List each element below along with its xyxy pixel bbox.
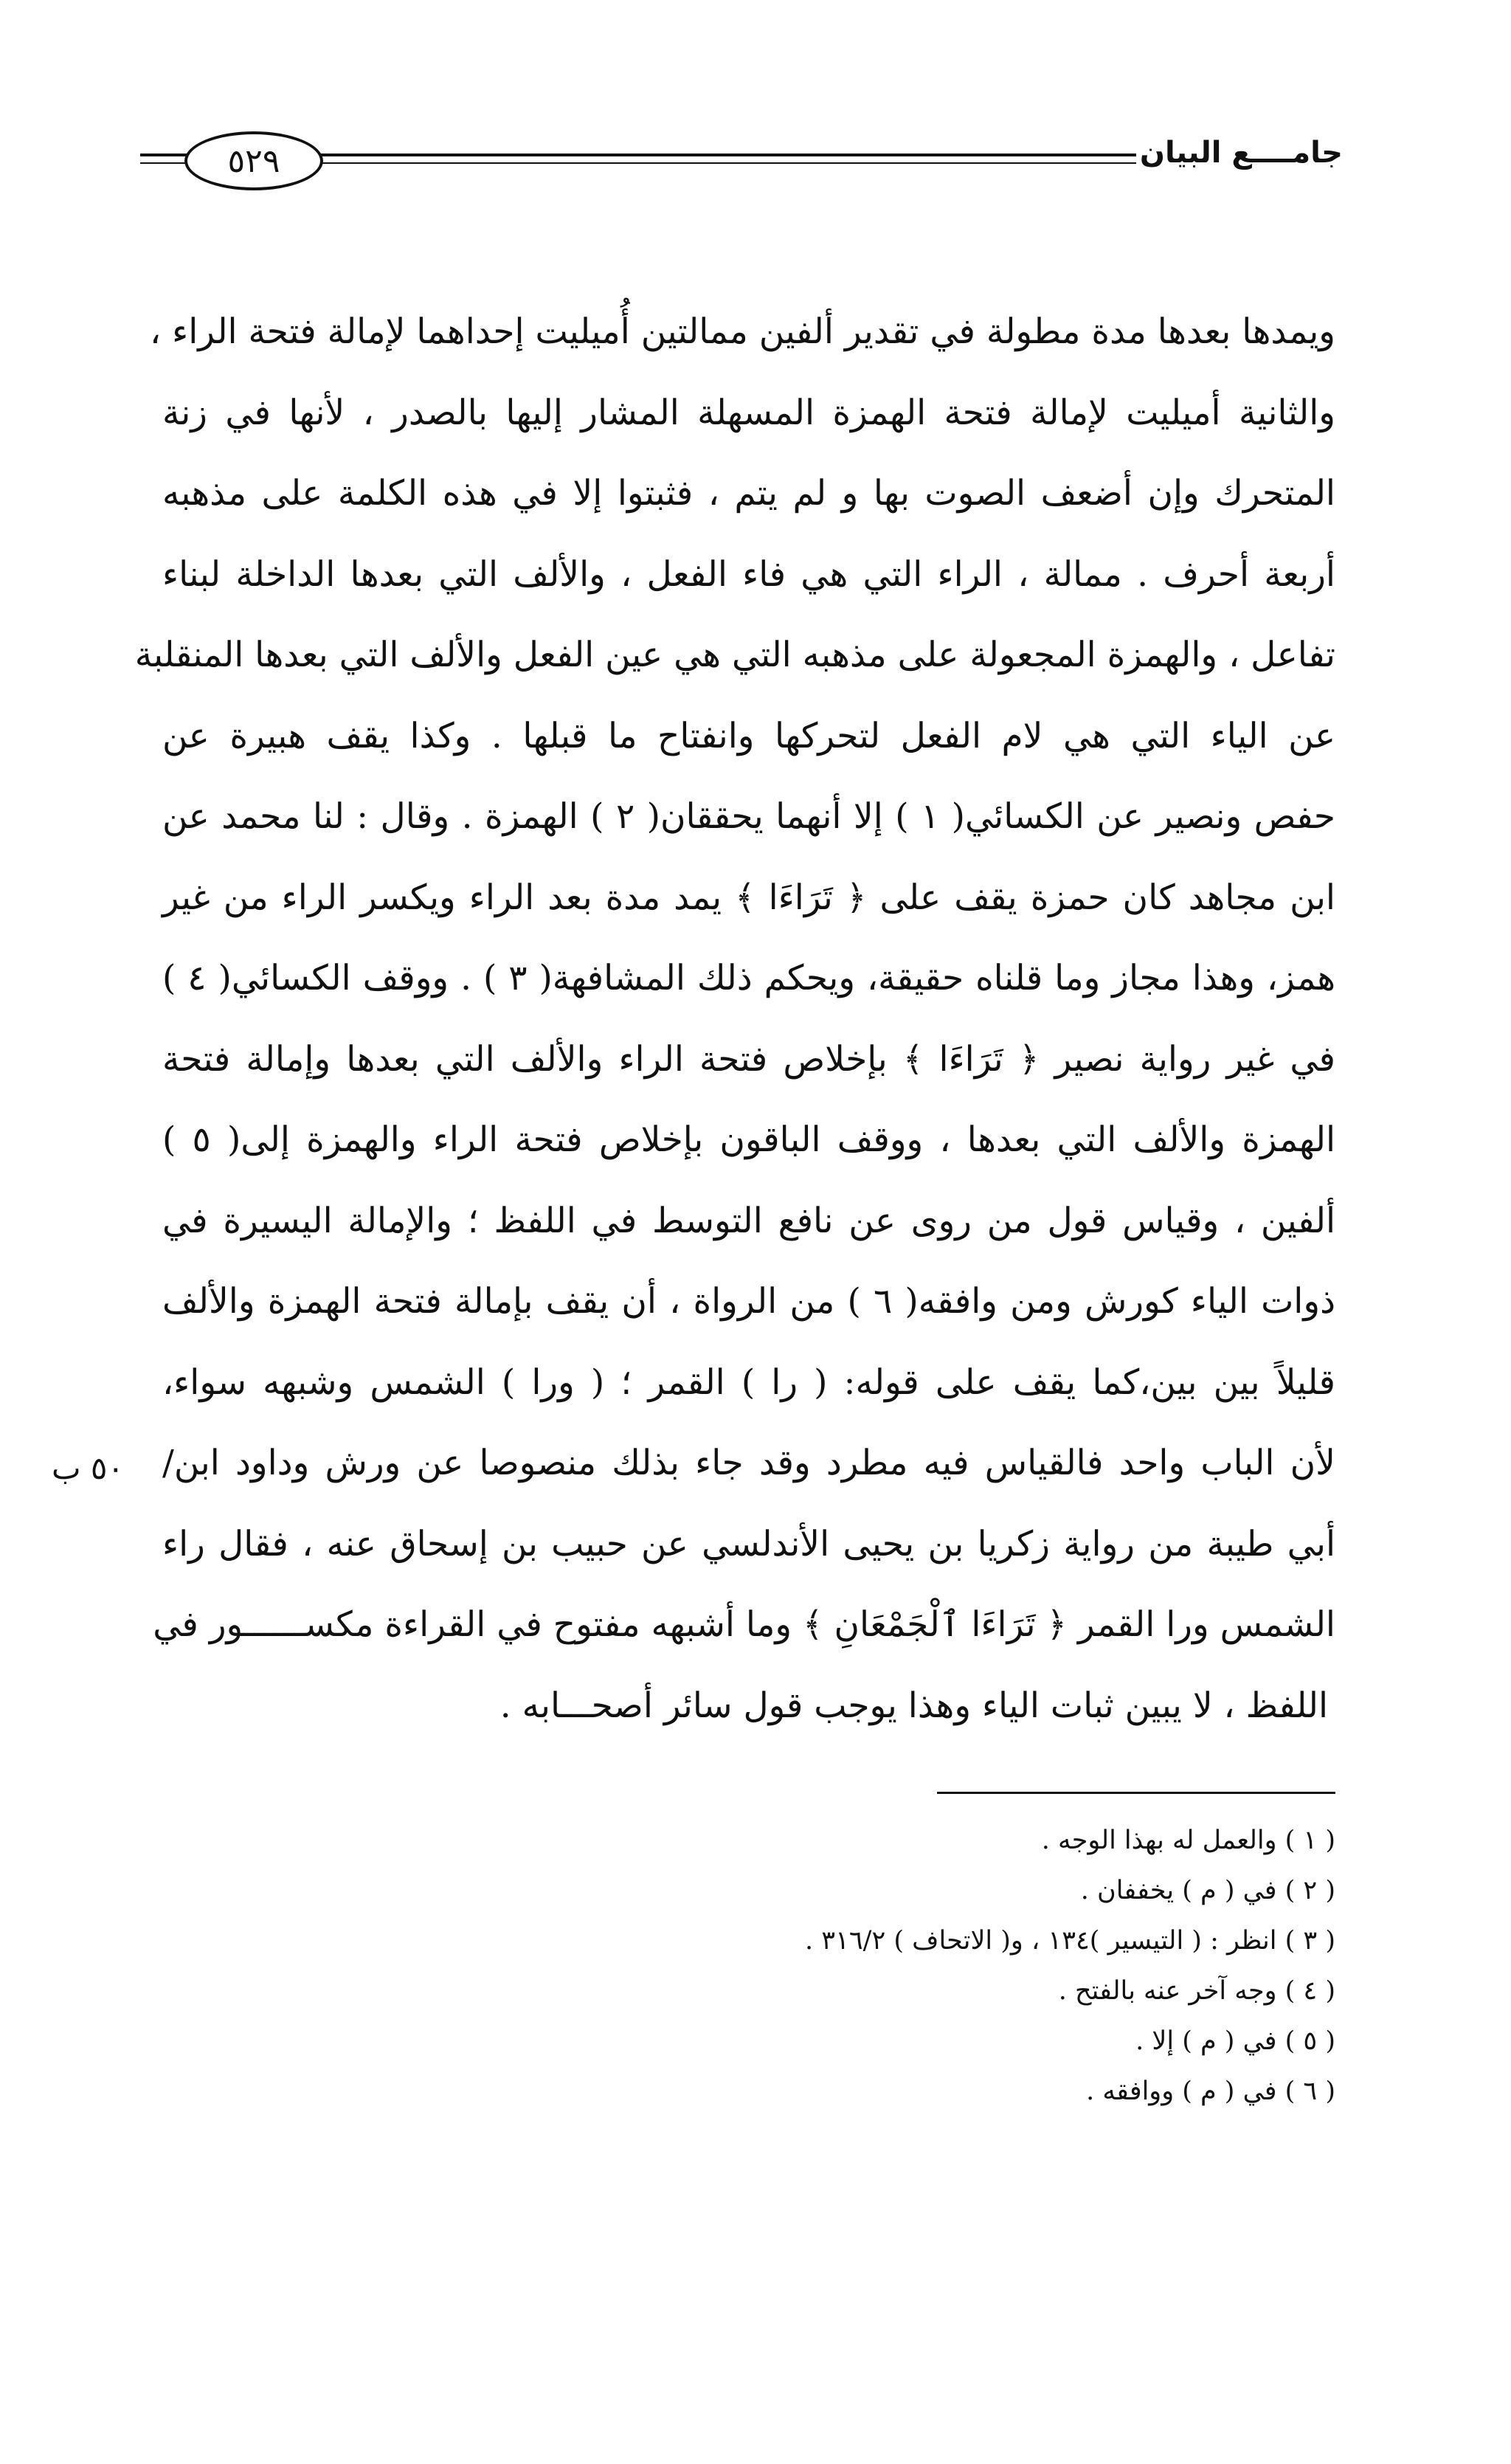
- footnote: ( ٤ ) وجه آخر عنه بالفتح .: [1058, 1976, 1335, 2006]
- text-line: الهمزة والألف التي بعدها ، ووقف الباقون بإخلاص فتحة الراء والهمزة إلى( ٥ ): [162, 1119, 1335, 1160]
- text-line: أربعة أحرف . ممالة ، الراء التي هي فاء الفعل ، والألف التي بعدها الداخلة لبناء: [162, 553, 1335, 595]
- text-line: تفاعل ، والهمزة المجعولة على مذهبه التي هي عين الفعل والألف التي بعدها المنقلبة: [134, 635, 1335, 675]
- text-line: ألفين ، وقياس قول من روى عن نافع التوسط في اللفظ ؛ والإمالة اليسيرة في: [162, 1200, 1335, 1241]
- text-line: اللفظ ، لا يبين ثبات الياء وهذا يوجب قول سائر أصحـــابه .: [499, 1685, 1328, 1726]
- text-line: الشمس ورا القمر ﴿ تَرَاءَا ٱلْجَمْعَانِ ﴾ وما أشبهه مفتوح في القراءة مكســــــور في: [153, 1604, 1335, 1645]
- text-line: قليلاً بين بين،كما يقف على قوله: ( را ) القمر ؛ ( ورا ) الشمس وشبهه سواء،: [162, 1362, 1335, 1403]
- margin-folio-note: ٥٠ ب: [52, 1450, 125, 1486]
- text-line: المتحرك وإن أضعف الصوت بها و لم يتم ، فثبتوا إلا في هذه الكلمة على مذهبه: [162, 473, 1335, 514]
- text-line: ويمدها بعدها مدة مطولة في تقدير ألفين ممالتين أُميليت إحداهما لإمالة فتحة الراء ،: [150, 311, 1335, 352]
- text-line: أبي طيبة من رواية زكريا بن يحيى الأندلسي عن حبيب بن إسحاق عنه ، فقال راء: [162, 1523, 1335, 1564]
- footnote: ( ٥ ) في ( م ) إلا .: [1135, 2026, 1335, 2056]
- page-number-text: ٥٢٩: [227, 142, 280, 180]
- text-line: ابن مجاهد كان حمزة يقف على ﴿ تَرَاءَا ﴾ يمد مدة بعد الراء ويكسر الراء من غير: [162, 877, 1335, 918]
- footnote: ( ٣ ) انظر : ( التيسير )١٣٤ ، و( الاتحاف ) ٣١٦/٢ .: [805, 1926, 1335, 1956]
- footnote: ( ١ ) والعمل له بهذا الوجه .: [1041, 1826, 1335, 1855]
- footnotes: [805, 1815, 1335, 2116]
- text-line: والثانية أميليت لإمالة فتحة الهمزة المسهلة المشار إليها بالصدر ، لأنها في زنة: [162, 392, 1335, 433]
- text-line: في غير رواية نصير ﴿ تَرَاءَا ﴾ بإخلاص فتحة الراء والألف التي بعدها وإمالة فتحة: [162, 1038, 1335, 1080]
- text-line: حفص ونصير عن الكسائي( ١ ) إلا أنهما يحققان( ٢ ) الهمزة . وقال : لنا محمد عن: [162, 796, 1335, 837]
- body-text: [134, 291, 1335, 1746]
- text-line: همز، وهذا مجاز وما قلناه حقيقة، ويحكم ذلك المشافهة( ٣ ) . ووقف الكسائي( ٤ ): [162, 958, 1335, 998]
- header-rule: [317, 162, 1136, 164]
- text-line: عن الياء التي هي لام الفعل لتحركها وانفتاح ما قبلها . وكذا يقف هبيرة عن: [162, 715, 1335, 756]
- text-line: ذوات الياء كورش ومن وافقه( ٦ ) من الرواة ، أن يقف بإمالة فتحة الهمزة والألف: [162, 1281, 1335, 1322]
- page-number: [184, 131, 323, 190]
- book-title: جامــــع البيان: [1139, 136, 1343, 170]
- footnote-separator: [937, 1792, 1335, 1794]
- footnote: ( ٦ ) في ( م ) ووافقه .: [1086, 2077, 1335, 2106]
- text-line: لأن الباب واحد فالقياس فيه مطرد وقد جاء بذلك منصوصا عن ورش وداود ابن/: [162, 1443, 1335, 1483]
- footnote: ( ٢ ) في ( م ) يخففان .: [1080, 1876, 1335, 1905]
- header-rule: [317, 153, 1136, 156]
